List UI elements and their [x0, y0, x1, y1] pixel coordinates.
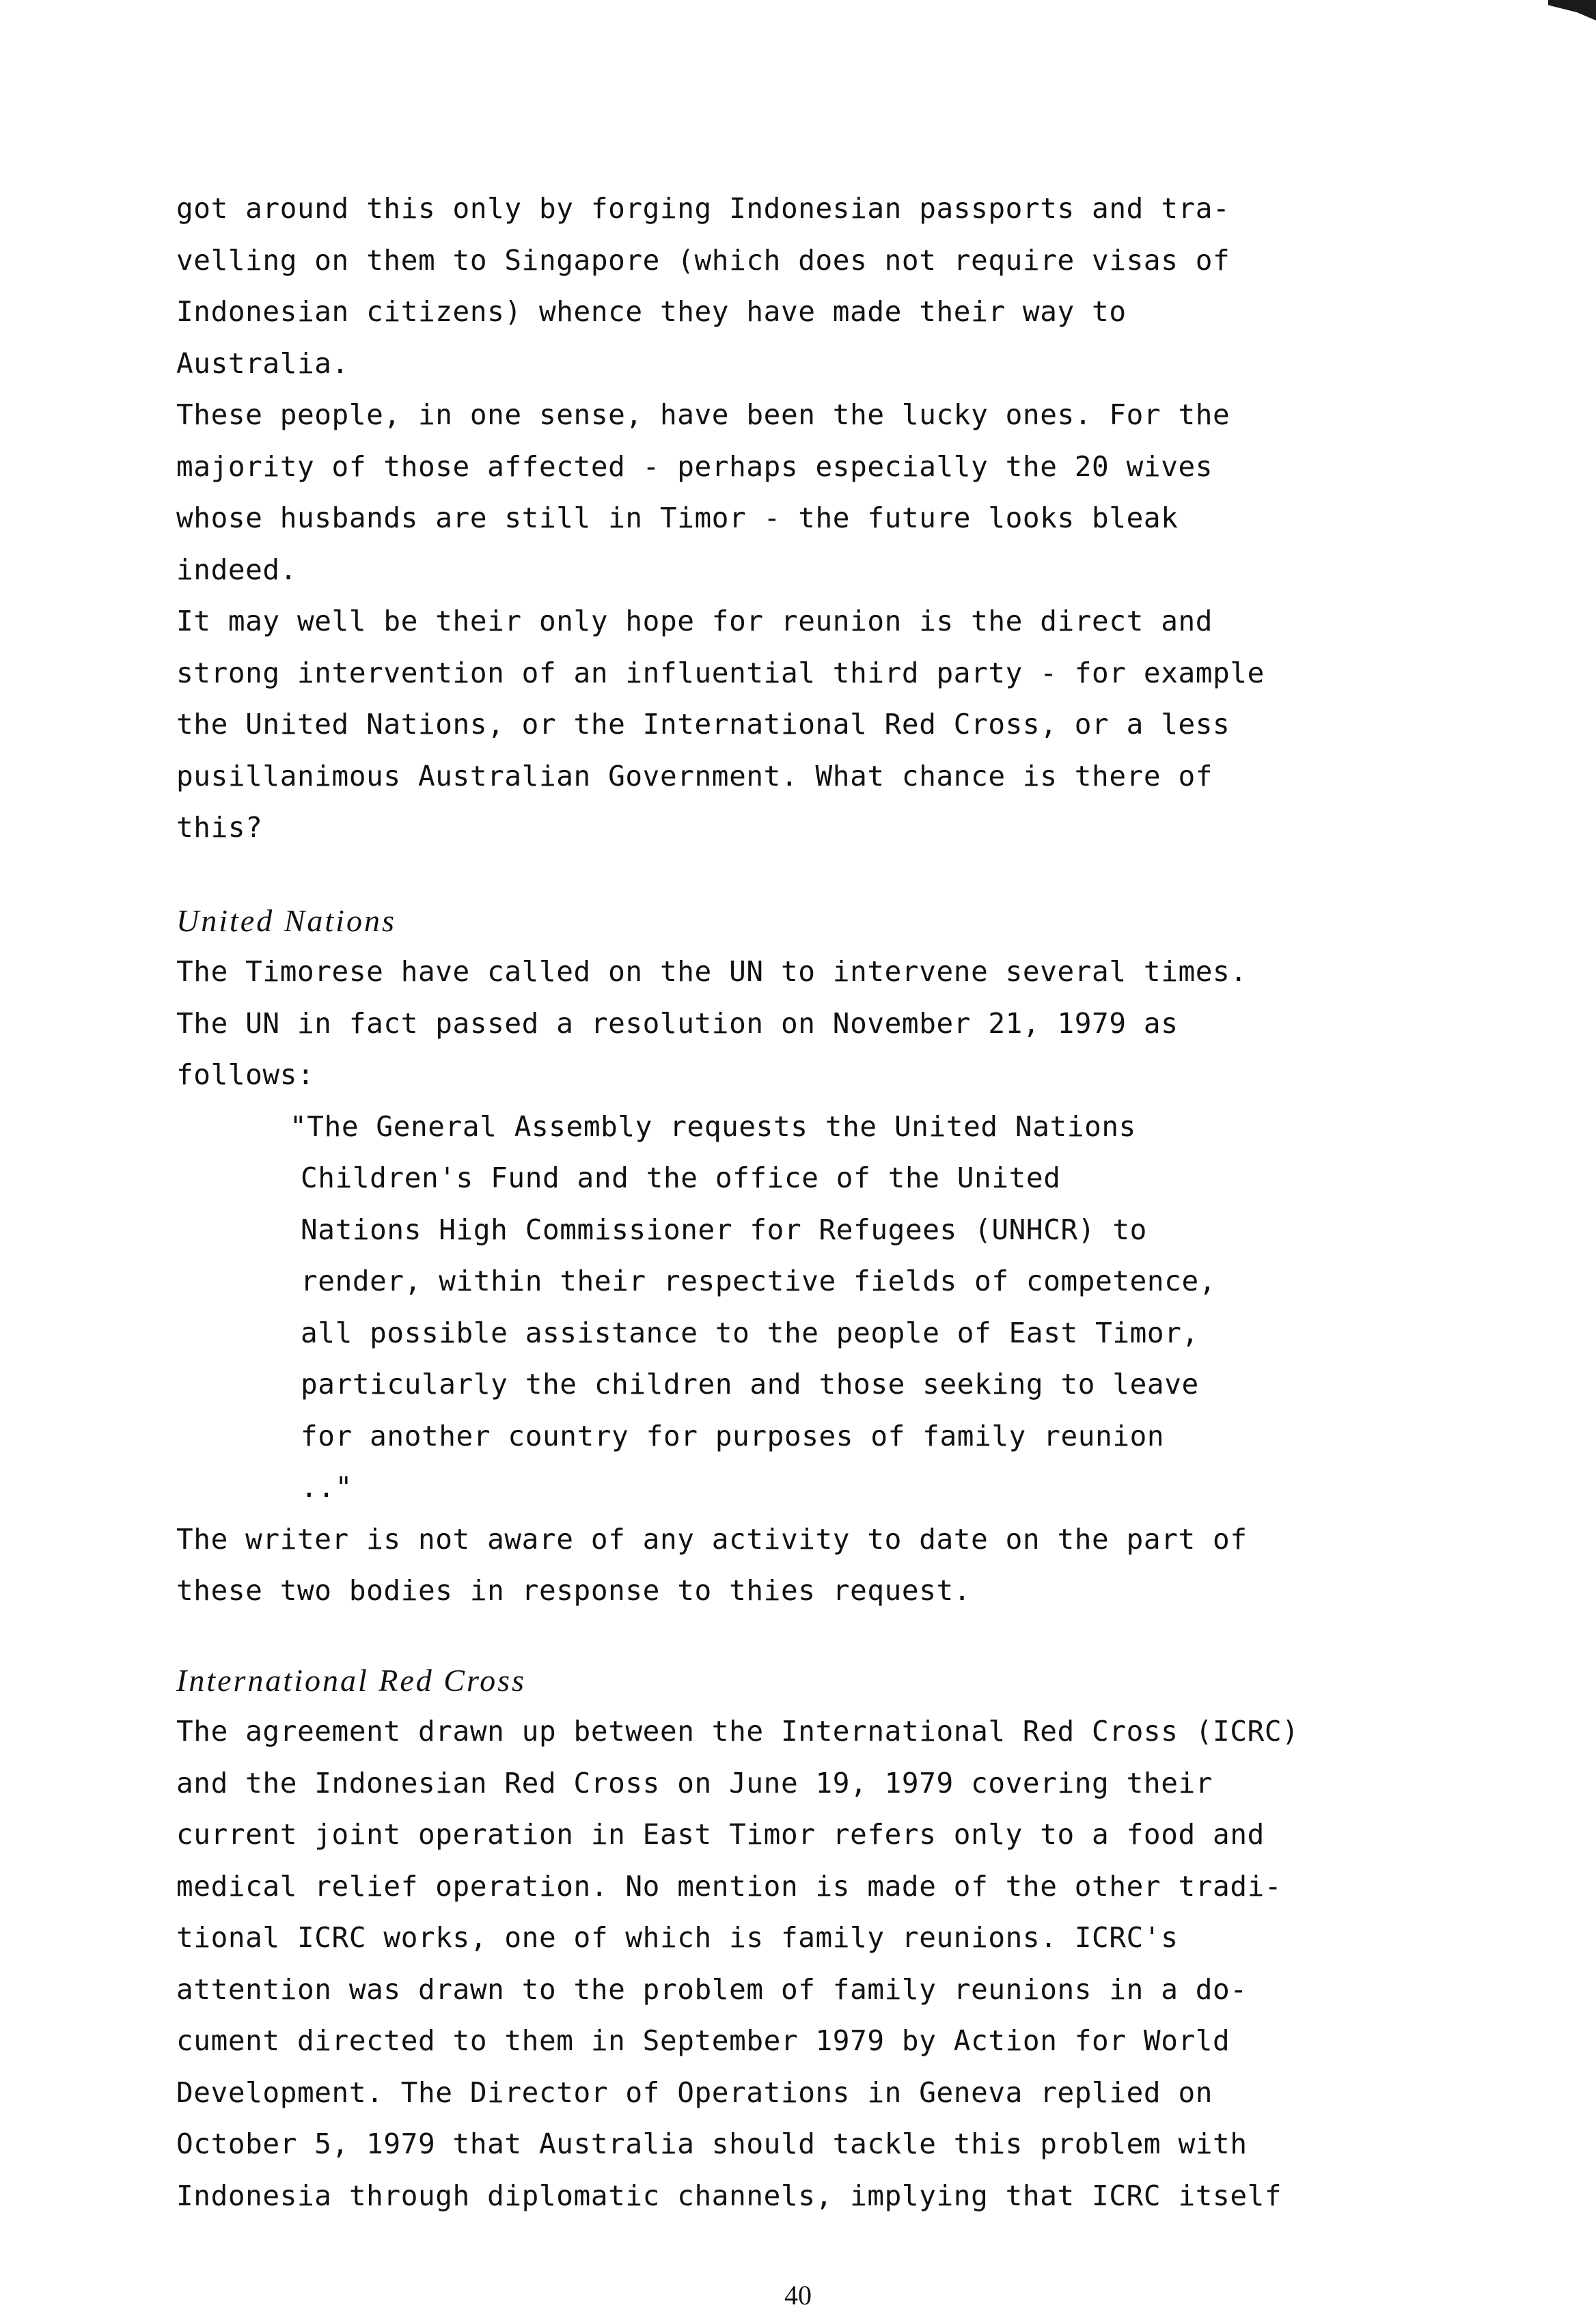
paragraph-passports — [176, 183, 1529, 389]
text-line: indeed. — [176, 553, 297, 586]
document-body — [176, 183, 1529, 2222]
text-line: velling on them to Singapore (which does not require visas of — [176, 243, 1230, 277]
quote-line: Children's Fund and the office of the United — [301, 1161, 1061, 1194]
text-line: The Timorese have called on the UN to intervene several times. — [176, 955, 1248, 988]
text-line: These people, in one sense, have been the lucky ones. For the — [176, 398, 1230, 431]
text-line: strong intervention of an influential third party - for example — [176, 656, 1265, 689]
page-corner-mark — [1548, 0, 1596, 20]
page-number: 40 — [784, 2280, 812, 2311]
section-spacer — [176, 854, 1529, 895]
text-line: the United Nations, or the International Red Cross, or a less — [176, 708, 1230, 741]
section-international-red-cross — [176, 1655, 1529, 2222]
text-line: tional ICRC works, one of which is family reunions. ICRC's — [176, 1921, 1179, 1954]
text-line: pusillanimous Australian Government. What chance is there of — [176, 759, 1213, 792]
text-line: got around this only by forging Indonesian passports and tra- — [176, 192, 1230, 225]
quote-line: .." — [301, 1471, 353, 1504]
quote-line: particularly the children and those seeking to leave — [301, 1368, 1199, 1401]
paragraph-reunion-hope — [176, 596, 1529, 854]
text-line: follows: — [176, 1058, 315, 1091]
quote-line: "The General Assembly requests the United Nations — [290, 1109, 1136, 1143]
paragraph-lucky-ones — [176, 389, 1529, 596]
text-line: Indonesia through diplomatic channels, implying that ICRC itself — [176, 2179, 1282, 2212]
quote-line: render, within their respective fields of competence, — [301, 1265, 1217, 1297]
section-united-nations — [176, 895, 1529, 1617]
text-line: medical relief operation. No mention is made of the other tradi- — [176, 1869, 1282, 1903]
text-line: these two bodies in response to thies request. — [176, 1574, 972, 1607]
text-line: The writer is not aware of any activity to date on the part of — [176, 1522, 1248, 1556]
section-heading: United Nations — [176, 902, 396, 938]
text-line: Indonesian citizens) whence they have made their way to — [176, 295, 1127, 328]
text-line: majority of those affected - perhaps especially the 20 wives — [176, 450, 1213, 483]
quote-line: for another country for purposes of family reunion — [301, 1419, 1165, 1452]
text-line: October 5, 1979 that Australia should tackle this problem with — [176, 2127, 1248, 2160]
block-quote — [176, 1101, 1529, 1514]
text-line: The UN in fact passed a resolution on November 21, 1979 as — [176, 1006, 1179, 1040]
text-line: cument directed to them in September 1979 by Action for World — [176, 2024, 1230, 2057]
text-line: attention was drawn to the problem of family reunions in a do- — [176, 1972, 1248, 2006]
section-spacer — [176, 1617, 1529, 1655]
text-line: whose husbands are still in Timor - the future looks bleak — [176, 501, 1179, 534]
text-line: Development. The Director of Operations in Geneva replied on — [176, 2076, 1213, 2109]
text-line: this? — [176, 811, 263, 844]
text-line: The agreement drawn up between the International Red Cross (ICRC) — [176, 1715, 1299, 1748]
section-heading: International Red Cross — [176, 1662, 526, 1698]
text-line: Australia. — [176, 346, 349, 380]
text-line: current joint operation in East Timor refers only to a food and — [176, 1818, 1265, 1851]
text-line: and the Indonesian Red Cross on June 19, 1979 covering their — [176, 1766, 1213, 1800]
quote-line: all possible assistance to the people of East Timor, — [301, 1316, 1199, 1349]
quote-line: Nations High Commissioner for Refugees (UNHCR) to — [301, 1213, 1147, 1246]
text-line: It may well be their only hope for reunion is the direct and — [176, 605, 1213, 637]
